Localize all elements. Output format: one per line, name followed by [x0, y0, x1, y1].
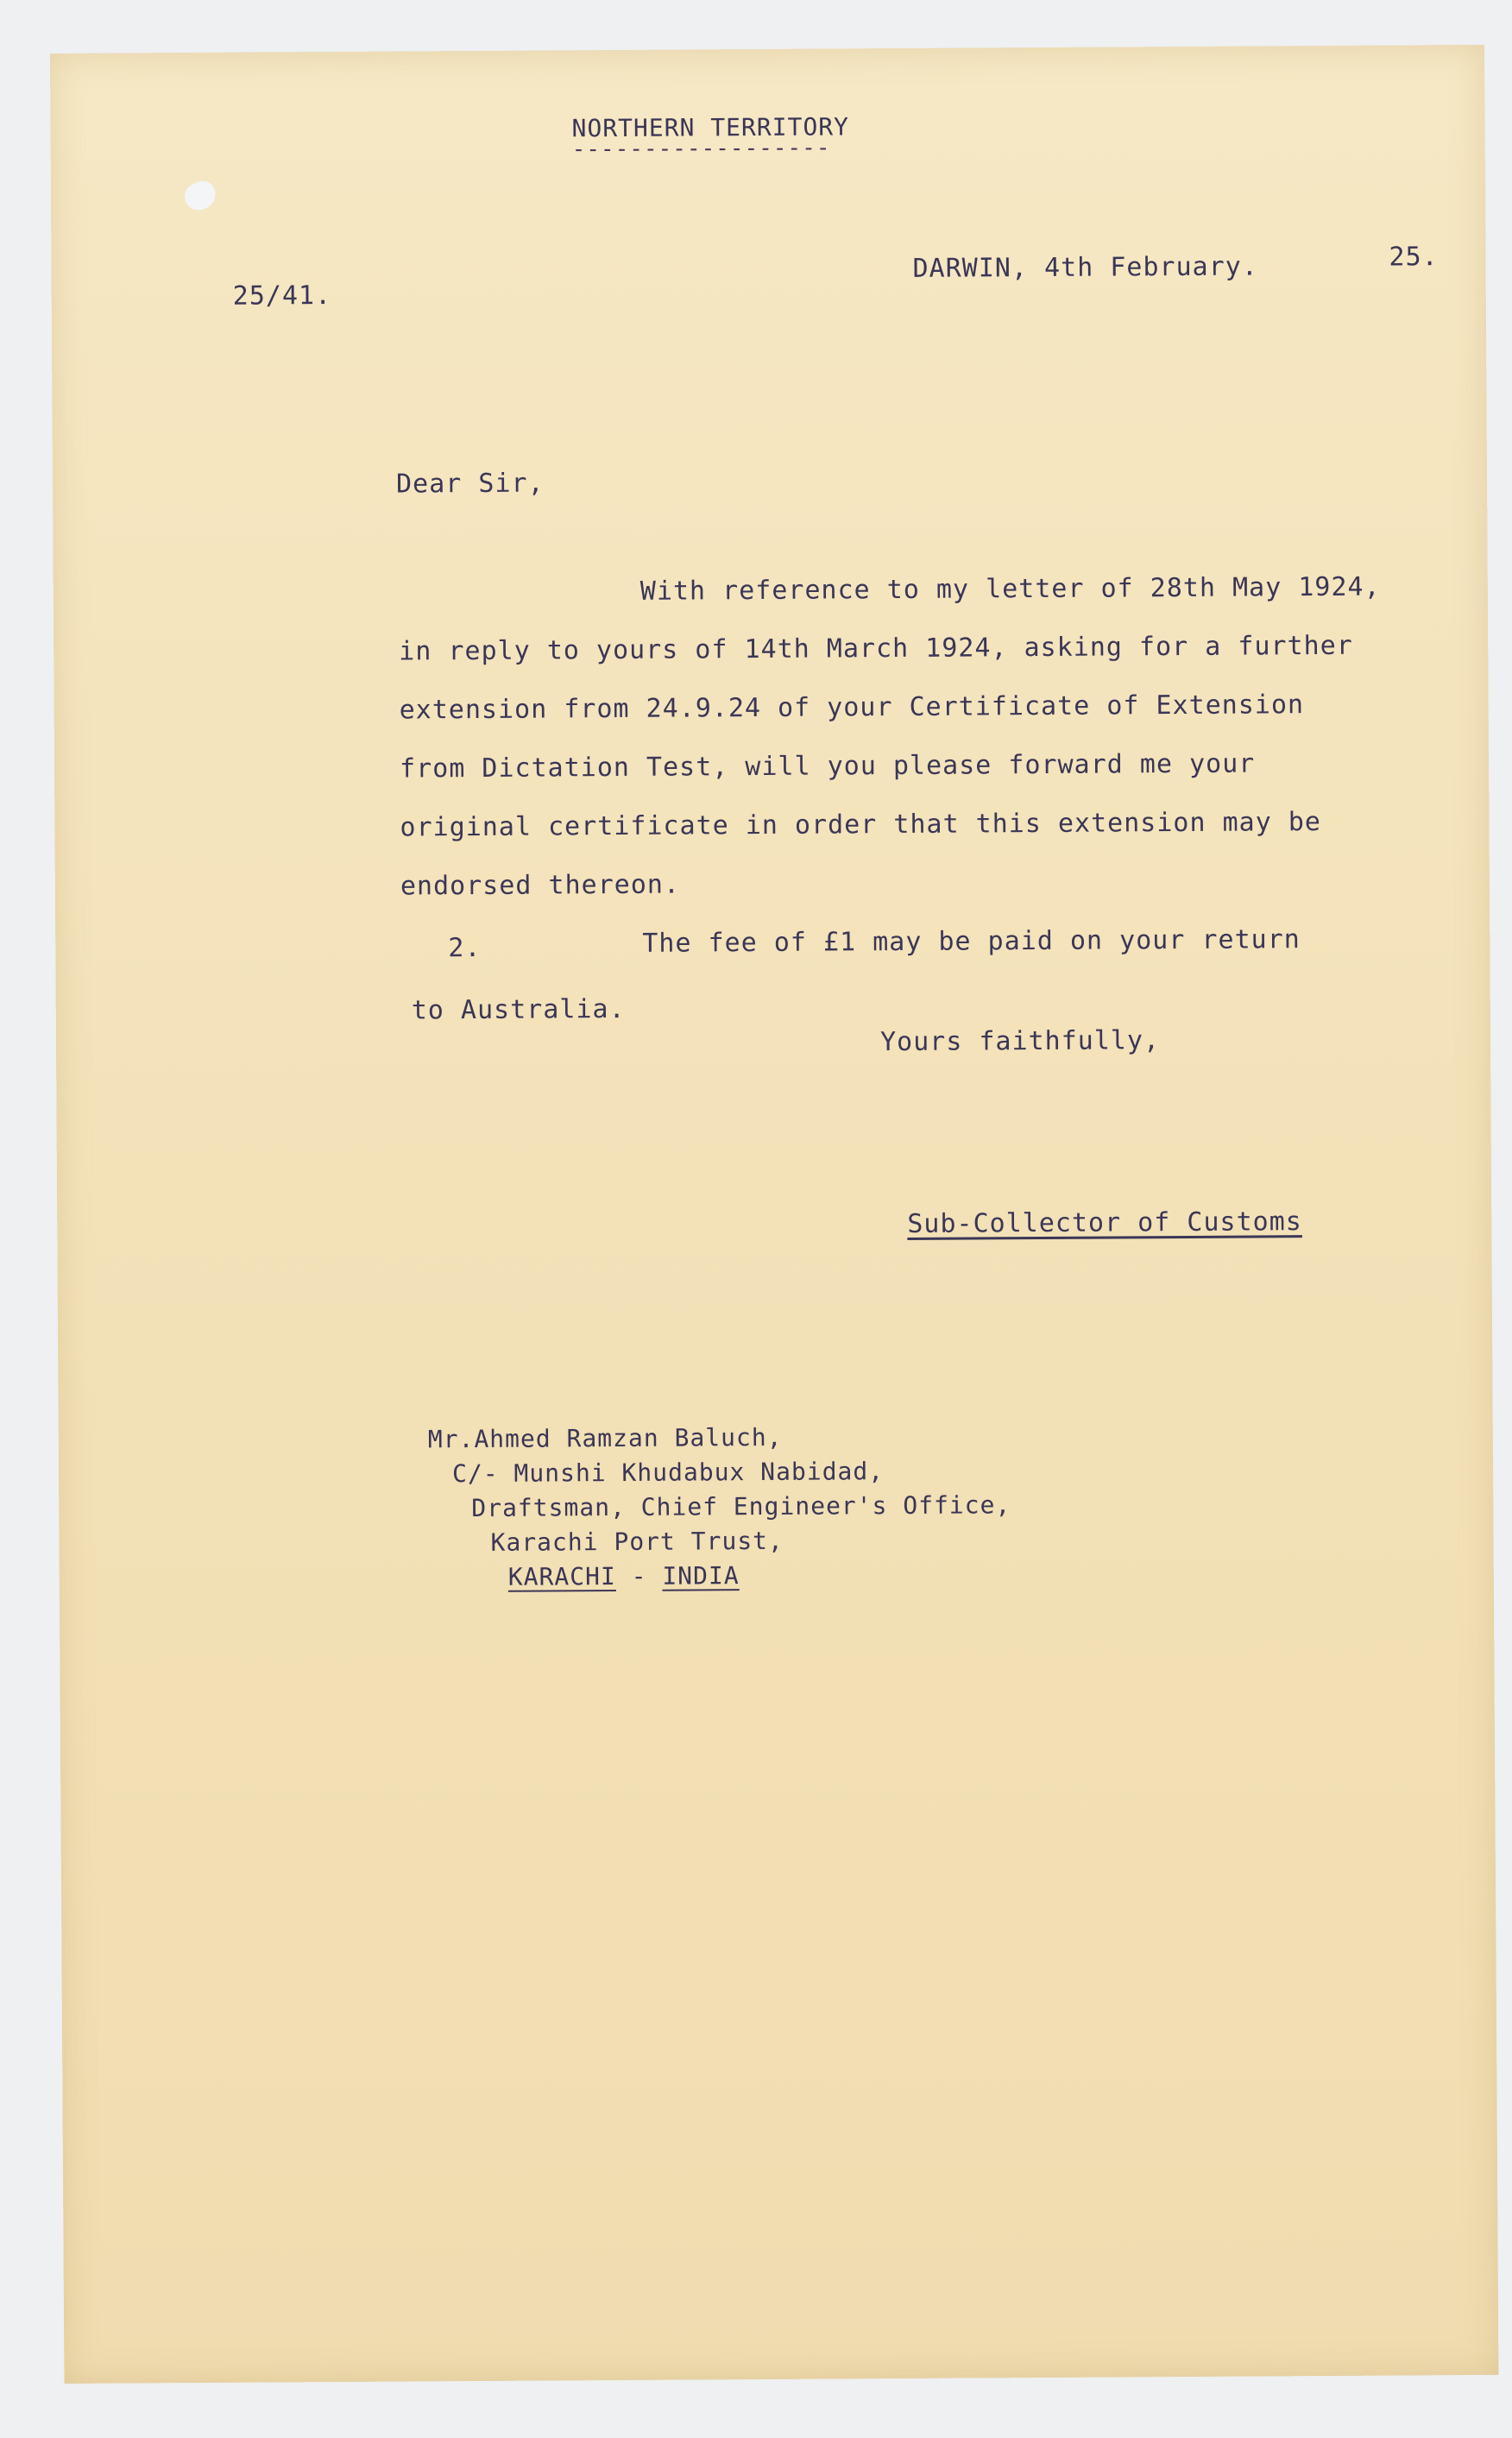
- address-city: KARACHI: [507, 1562, 616, 1591]
- dateline: DARWIN, 4th February.: [912, 251, 1258, 284]
- letterhead-rule: ------------------: [571, 135, 831, 163]
- body-line: With reference to my letter of 28th May 1924,: [639, 571, 1381, 607]
- folio-number: 25.: [1389, 242, 1439, 273]
- address-separator: -: [631, 1561, 647, 1591]
- address-line: Karachi Port Trust,: [490, 1526, 784, 1557]
- address-line: Draftsman, Chief Engineer's Office,: [471, 1490, 1011, 1523]
- address-line: Mr.Ahmed Ramzan Baluch,: [427, 1422, 783, 1454]
- paragraph-number: 2.: [448, 932, 482, 964]
- paragraph-two-text: The fee of £1 may be paid on your return: [642, 924, 1301, 959]
- punch-hole: [181, 178, 220, 215]
- letter-page: [50, 45, 1498, 2384]
- closing: Yours faithfully,: [879, 1025, 1161, 1058]
- body-line: in reply to yours of 14th March 1924, asking for a further: [399, 630, 1353, 667]
- letterhead-title: NORTHERN TERRITORY: [571, 112, 850, 143]
- paragraph-two-continuation: to Australia.: [411, 993, 626, 1026]
- body-line: original certificate in order that this extension may be: [400, 807, 1322, 843]
- address-line: C/- Munshi Khudabux Nabidad,: [451, 1457, 885, 1489]
- body-line: endorsed thereon.: [400, 869, 681, 902]
- address-destination: [508, 1561, 740, 1591]
- body-line: from Dictation Test, will you please forward me your: [399, 748, 1256, 784]
- salutation: Dear Sir,: [395, 468, 545, 500]
- address-country: INDIA: [662, 1561, 740, 1591]
- signature-title: Sub-Collector of Customs: [907, 1206, 1302, 1239]
- body-line: extension from 24.9.24 of your Certificate of Extension: [399, 690, 1305, 726]
- reference-number: 25/41.: [232, 280, 332, 312]
